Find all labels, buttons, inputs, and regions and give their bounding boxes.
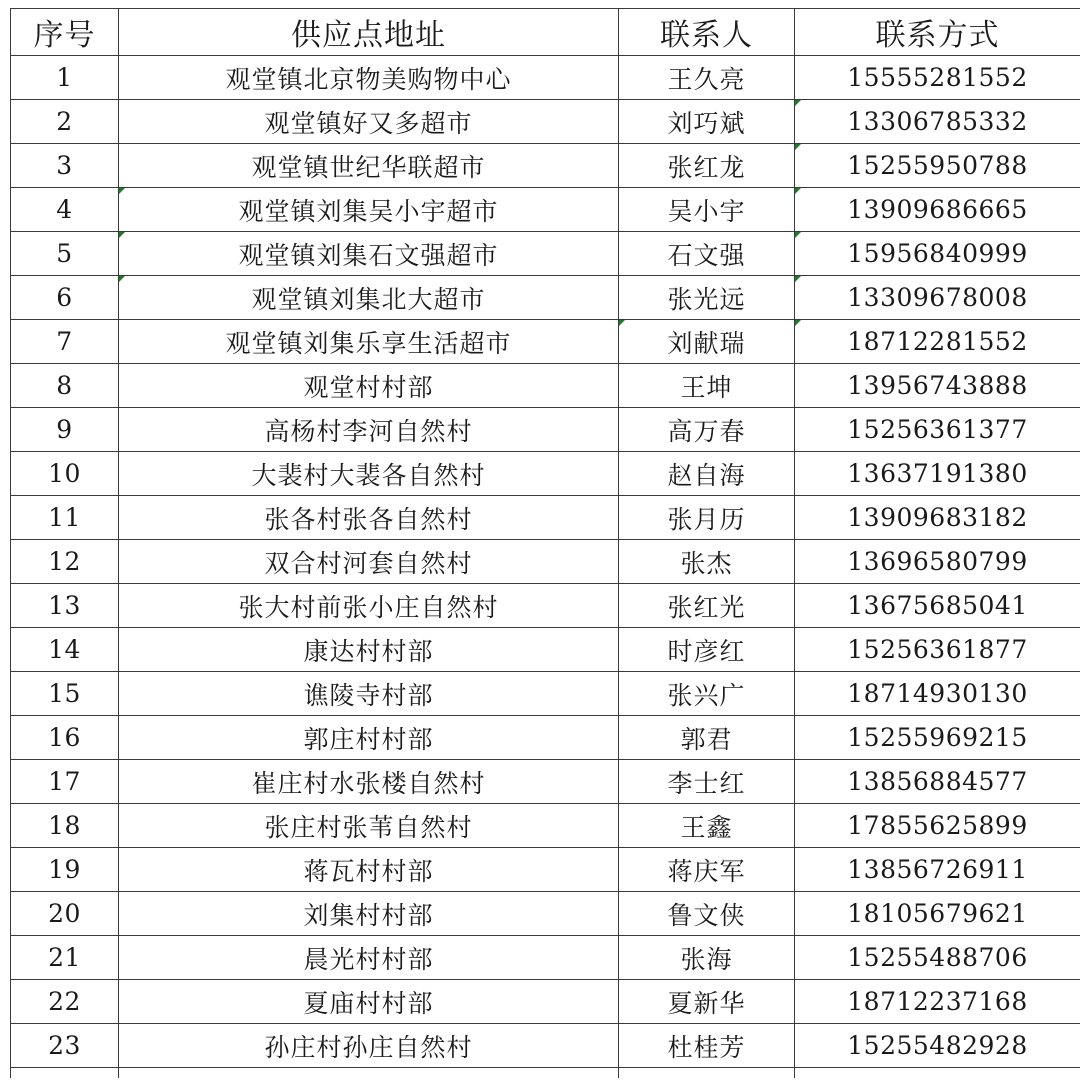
cell-phone[interactable] — [795, 452, 1080, 496]
table-row — [11, 892, 1080, 936]
cell-contact-text: 吴小宇 — [667, 196, 746, 226]
cell-address-text: 观堂镇刘集石文强超市 — [238, 240, 499, 270]
table-row — [11, 56, 1080, 100]
cell-index-text: 3 — [56, 151, 73, 180]
cell-phone-text: 13696580799 — [847, 547, 1028, 576]
cell-phone-text: 15255950788 — [847, 151, 1028, 180]
table-row — [11, 540, 1080, 584]
cell-index-text: 7 — [56, 327, 73, 356]
cell-index[interactable] — [11, 408, 119, 452]
cell-contact-text: 王久亮 — [667, 64, 746, 94]
cell-contact[interactable] — [619, 144, 795, 188]
cell-contact[interactable] — [619, 584, 795, 628]
cell-phone-text: 18714930130 — [847, 679, 1028, 708]
cell-phone[interactable] — [795, 144, 1080, 188]
cell-contact-text: 时彦红 — [667, 636, 746, 666]
cell-contact[interactable] — [619, 496, 795, 540]
cell-contact[interactable] — [619, 408, 795, 452]
cell-phone-text: 15255488706 — [847, 943, 1028, 972]
cell-address-text: 观堂镇刘集乐享生活超市 — [225, 328, 512, 358]
cell-contact-text: 赵自海 — [667, 460, 746, 490]
cell-index[interactable] — [11, 804, 119, 848]
cell-phone-text: 13856726911 — [847, 855, 1028, 884]
cell-index-text: 12 — [48, 547, 81, 576]
cell-phone-text: 18712281552 — [847, 327, 1028, 356]
cell-index-text: 9 — [56, 415, 73, 444]
cell-phone[interactable] — [795, 1024, 1080, 1068]
cell-phone-text: 15256361877 — [847, 635, 1028, 664]
cell-address[interactable] — [119, 848, 619, 892]
cell-index[interactable] — [11, 892, 119, 936]
comment-marker-icon — [119, 276, 125, 282]
cell-index-text: 16 — [48, 723, 81, 752]
cell-address-text: 晨光村村部 — [303, 944, 434, 974]
cell-index-text: 15 — [48, 679, 81, 708]
cell-empty — [11, 1068, 119, 1079]
cell-phone[interactable] — [795, 540, 1080, 584]
cell-index-text: 11 — [48, 503, 81, 532]
cell-index[interactable] — [11, 232, 119, 276]
table-row — [11, 452, 1080, 496]
cell-contact[interactable] — [619, 1024, 795, 1068]
cell-index[interactable] — [11, 320, 119, 364]
cell-address-text: 观堂镇刘集吴小宇超市 — [238, 196, 499, 226]
cell-phone[interactable] — [795, 804, 1080, 848]
cell-address[interactable] — [119, 188, 619, 232]
cell-index[interactable] — [11, 144, 119, 188]
comment-marker-icon — [795, 100, 801, 106]
cell-phone[interactable] — [795, 892, 1080, 936]
cell-phone-text: 15256361377 — [847, 415, 1028, 444]
cell-index-text: 13 — [48, 591, 81, 620]
cell-contact-text: 张光远 — [667, 284, 746, 314]
cell-contact[interactable] — [619, 760, 795, 804]
table-body — [11, 56, 1080, 1079]
cell-contact[interactable] — [619, 804, 795, 848]
cell-phone[interactable] — [795, 276, 1080, 320]
cell-address-text: 观堂镇北京物美购物中心 — [225, 64, 512, 94]
cell-address[interactable] — [119, 56, 619, 100]
cell-index[interactable] — [11, 760, 119, 804]
cell-address-text: 张大村前张小庄自然村 — [238, 592, 499, 622]
cell-address-text: 观堂镇世纪华联超市 — [251, 152, 486, 182]
comment-marker-icon — [795, 144, 801, 150]
cell-address[interactable] — [119, 1024, 619, 1068]
table-row-partial — [11, 1068, 1080, 1079]
table-row — [11, 188, 1080, 232]
cell-index[interactable] — [11, 56, 119, 100]
cell-phone[interactable] — [795, 628, 1080, 672]
cell-contact[interactable] — [619, 672, 795, 716]
comment-marker-icon — [795, 232, 801, 238]
cell-index-text: 18 — [48, 811, 81, 840]
cell-index[interactable] — [11, 496, 119, 540]
cell-address[interactable] — [119, 628, 619, 672]
cell-index-text: 14 — [48, 635, 81, 664]
table-row — [11, 804, 1080, 848]
table-row — [11, 716, 1080, 760]
cell-phone[interactable] — [795, 232, 1080, 276]
cell-phone[interactable] — [795, 188, 1080, 232]
cell-address-text: 康达村村部 — [303, 636, 434, 666]
cell-contact[interactable] — [619, 848, 795, 892]
cell-index-text: 5 — [56, 239, 73, 268]
supply-point-table — [10, 8, 1080, 1078]
cell-contact[interactable] — [619, 452, 795, 496]
cell-phone-text: 15956840999 — [847, 239, 1028, 268]
cell-address[interactable] — [119, 232, 619, 276]
cell-contact-text: 李士红 — [667, 768, 746, 798]
cell-phone[interactable] — [795, 100, 1080, 144]
cell-contact[interactable] — [619, 56, 795, 100]
cell-address-text: 孙庄村孙庄自然村 — [264, 1032, 473, 1062]
cell-address[interactable] — [119, 276, 619, 320]
cell-phone[interactable] — [795, 584, 1080, 628]
cell-index-text: 19 — [48, 855, 81, 884]
cell-phone[interactable] — [795, 936, 1080, 980]
cell-index-text: 4 — [56, 195, 73, 224]
cell-address-text: 郭庄村村部 — [303, 724, 434, 754]
cell-index[interactable] — [11, 452, 119, 496]
cell-phone[interactable] — [795, 408, 1080, 452]
comment-marker-icon — [619, 320, 625, 326]
cell-contact[interactable] — [619, 276, 795, 320]
table-row — [11, 672, 1080, 716]
cell-contact[interactable] — [619, 892, 795, 936]
cell-phone[interactable] — [795, 496, 1080, 540]
cell-index-text: 23 — [48, 1031, 81, 1060]
cell-contact-text: 张红光 — [667, 592, 746, 622]
cell-contact[interactable] — [619, 188, 795, 232]
cell-address-text: 大裴村大裴各自然村 — [251, 460, 486, 490]
cell-phone-text: 13956743888 — [847, 371, 1028, 400]
table-row — [11, 936, 1080, 980]
cell-phone-text: 13675685041 — [847, 591, 1028, 620]
cell-index[interactable] — [11, 1024, 119, 1068]
cell-phone-text: 15555281552 — [847, 63, 1028, 92]
cell-index[interactable] — [11, 628, 119, 672]
table-row — [11, 980, 1080, 1024]
cell-address-text: 蒋瓦村村部 — [303, 856, 434, 886]
cell-index-text: 10 — [48, 459, 81, 488]
header-address[interactable]: 供应点地址 — [119, 9, 619, 56]
comment-marker-icon — [119, 232, 125, 238]
cell-contact-text: 鲁文侠 — [667, 900, 746, 930]
cell-index-text: 20 — [48, 899, 81, 928]
cell-contact-text: 高万春 — [667, 416, 746, 446]
cell-index[interactable] — [11, 672, 119, 716]
table-row — [11, 100, 1080, 144]
cell-index-text: 17 — [48, 767, 81, 796]
cell-address[interactable] — [119, 364, 619, 408]
cell-index-text: 6 — [56, 283, 73, 312]
cell-contact-text: 张兴广 — [667, 680, 746, 710]
cell-address[interactable] — [119, 408, 619, 452]
comment-marker-icon — [795, 188, 801, 194]
cell-address-text: 观堂镇好又多超市 — [264, 108, 473, 138]
comment-marker-icon — [795, 320, 801, 326]
cell-contact-text: 刘献瑞 — [667, 328, 746, 358]
table-row — [11, 1024, 1080, 1068]
cell-contact[interactable] — [619, 980, 795, 1024]
cell-contact-text: 张杰 — [680, 548, 733, 578]
cell-contact[interactable] — [619, 628, 795, 672]
cell-contact[interactable] — [619, 100, 795, 144]
cell-phone-text: 13856884577 — [847, 767, 1028, 796]
cell-phone[interactable] — [795, 320, 1080, 364]
cell-phone[interactable] — [795, 716, 1080, 760]
cell-index-text: 2 — [56, 107, 73, 136]
cell-index[interactable] — [11, 936, 119, 980]
cell-phone-text: 17855625899 — [847, 811, 1028, 840]
cell-address-text: 崔庄村水张楼自然村 — [251, 768, 486, 798]
cell-index-text: 8 — [56, 371, 73, 400]
cell-phone[interactable] — [795, 848, 1080, 892]
cell-index[interactable] — [11, 100, 119, 144]
cell-contact-text: 张海 — [680, 944, 733, 974]
cell-contact[interactable] — [619, 364, 795, 408]
cell-contact[interactable] — [619, 320, 795, 364]
table-row — [11, 364, 1080, 408]
cell-address-text: 观堂镇刘集北大超市 — [251, 284, 486, 314]
cell-contact-text: 郭君 — [680, 724, 733, 754]
table-row — [11, 584, 1080, 628]
cell-address[interactable] — [119, 760, 619, 804]
cell-address[interactable] — [119, 980, 619, 1024]
cell-contact-text: 张红龙 — [667, 152, 746, 182]
cell-address[interactable] — [119, 452, 619, 496]
cell-contact[interactable] — [619, 716, 795, 760]
cell-empty — [619, 1068, 795, 1079]
cell-address[interactable] — [119, 672, 619, 716]
cell-address-text: 高杨村李河自然村 — [264, 416, 473, 446]
cell-index[interactable] — [11, 848, 119, 892]
cell-phone-text: 18105679621 — [847, 899, 1028, 928]
cell-index[interactable] — [11, 364, 119, 408]
table-row — [11, 408, 1080, 452]
cell-address[interactable] — [119, 804, 619, 848]
cell-empty — [795, 1068, 1080, 1079]
cell-address[interactable] — [119, 892, 619, 936]
table-row — [11, 760, 1080, 804]
cell-address[interactable] — [119, 584, 619, 628]
cell-contact-text: 张月历 — [667, 504, 746, 534]
cell-contact-text: 刘巧斌 — [667, 108, 746, 138]
cell-index[interactable] — [11, 188, 119, 232]
header-row — [11, 9, 1080, 56]
cell-contact-text: 王鑫 — [680, 812, 733, 842]
cell-index[interactable] — [11, 276, 119, 320]
cell-index[interactable] — [11, 540, 119, 584]
cell-contact[interactable] — [619, 232, 795, 276]
header-index[interactable]: 序号 — [11, 9, 119, 56]
cell-phone-text: 18712237168 — [847, 987, 1028, 1016]
cell-address[interactable] — [119, 496, 619, 540]
cell-phone-text: 13909683182 — [847, 503, 1028, 532]
cell-index-text: 22 — [48, 987, 81, 1016]
cell-contact[interactable] — [619, 936, 795, 980]
table-row — [11, 276, 1080, 320]
cell-address[interactable] — [119, 540, 619, 584]
cell-address[interactable] — [119, 144, 619, 188]
cell-address-text: 张庄村张苇自然村 — [264, 812, 473, 842]
cell-address[interactable] — [119, 320, 619, 364]
header-contact[interactable]: 联系人 — [619, 9, 795, 56]
cell-contact-text: 杜桂芳 — [667, 1032, 746, 1062]
cell-phone-text: 13309678008 — [847, 283, 1028, 312]
cell-contact-text: 夏新华 — [667, 988, 746, 1018]
cell-index[interactable] — [11, 584, 119, 628]
cell-address-text: 夏庙村村部 — [303, 988, 434, 1018]
comment-marker-icon — [119, 188, 125, 194]
cell-phone[interactable] — [795, 760, 1080, 804]
cell-index-text: 1 — [56, 63, 73, 92]
cell-address[interactable] — [119, 936, 619, 980]
table-row — [11, 320, 1080, 364]
header-phone[interactable]: 联系方式 — [795, 9, 1080, 56]
cell-phone-text: 13909686665 — [847, 195, 1028, 224]
cell-address-text: 谯陵寺村部 — [303, 680, 434, 710]
cell-address-text: 刘集村村部 — [303, 900, 434, 930]
cell-address-text: 双合村河套自然村 — [264, 548, 473, 578]
cell-contact-text: 石文强 — [667, 240, 746, 270]
table-row — [11, 848, 1080, 892]
cell-contact-text: 王坤 — [680, 372, 733, 402]
table-row — [11, 628, 1080, 672]
cell-phone[interactable] — [795, 364, 1080, 408]
table-row — [11, 232, 1080, 276]
table-row — [11, 496, 1080, 540]
cell-address[interactable] — [119, 100, 619, 144]
cell-phone[interactable] — [795, 980, 1080, 1024]
cell-contact[interactable] — [619, 540, 795, 584]
cell-index[interactable] — [11, 716, 119, 760]
cell-phone-text: 15255969215 — [847, 723, 1028, 752]
cell-index[interactable] — [11, 980, 119, 1024]
cell-phone-text: 13306785332 — [847, 107, 1028, 136]
cell-phone-text: 15255482928 — [847, 1031, 1028, 1060]
cell-address-text: 观堂村村部 — [303, 372, 434, 402]
cell-address-text: 张各村张各自然村 — [264, 504, 473, 534]
cell-address[interactable] — [119, 716, 619, 760]
table-row — [11, 144, 1080, 188]
cell-contact-text: 蒋庆军 — [667, 856, 746, 886]
cell-phone[interactable] — [795, 672, 1080, 716]
cell-empty — [119, 1068, 619, 1079]
cell-phone[interactable] — [795, 56, 1080, 100]
cell-phone-text: 13637191380 — [847, 459, 1028, 488]
comment-marker-icon — [795, 276, 801, 282]
cell-index-text: 21 — [48, 943, 81, 972]
